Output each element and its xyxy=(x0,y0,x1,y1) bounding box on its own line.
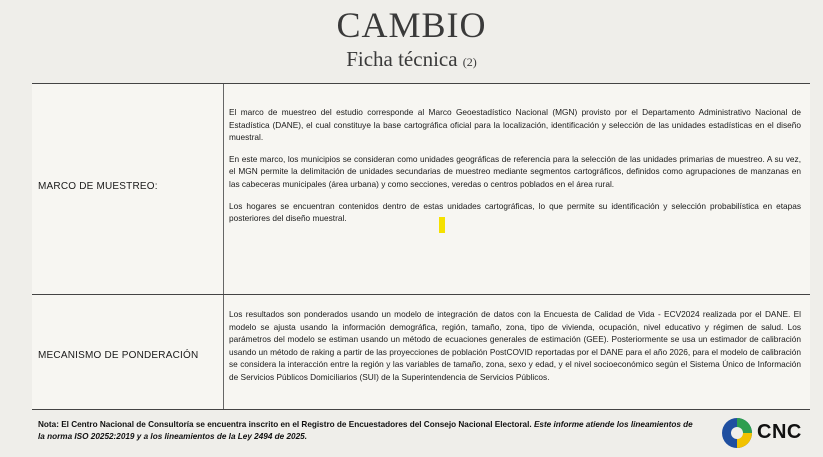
page-subtitle xyxy=(0,47,823,72)
row-text-marco xyxy=(229,106,801,234)
subtitle-text: Ficha técnica xyxy=(346,47,458,71)
row-label-marco: MARCO DE MUESTREO: xyxy=(38,181,158,192)
footer-note xyxy=(38,419,698,443)
cnc-logo-icon xyxy=(721,417,753,449)
paragraph: El marco de muestreo del estudio corresponde al Marco Geoestadístico Nacional (MGN) provisto por el Departamento Administrativo Nacional de Estadística (DANE), el cual constituye la base cartográfica oficial para la localización, identificación y selección de las unidades estadísticas en el diseño muestral. xyxy=(229,107,801,143)
paragraph: Los hogares se encuentran contenidos dentro de estas unidades cartográficas, lo que permite su identificación y selección probabilística en etapas posteriores del diseño muestral. xyxy=(229,200,801,224)
column-divider xyxy=(223,295,224,409)
table-row xyxy=(32,84,810,295)
note-italic: Este informe atiende los lineamientos de la norma ISO 20252:2019 y a los lineamientos de la Ley 2494 de 2025. xyxy=(38,420,693,441)
table-row xyxy=(32,295,810,409)
paragraph: En este marco, los municipios se consideran como unidades geográficas de referencia para la selección de las unidades primarias de muestreo. A su vez, el MGN permite la delimitación de unidades secundarias de muestreo mediante segmentos cartográficos, definidos como agrupaciones de manzanas en las cabeceras municipales (área urbana) y como secciones, veredas o centros poblados en el área rural. xyxy=(229,153,801,189)
row-label-ponderacion: MECANISMO DE PONDERACIÓN xyxy=(38,350,199,361)
datasheet-table xyxy=(32,83,810,410)
row-text-ponderacion xyxy=(229,308,801,393)
paragraph: Los resultados son ponderados usando un modelo de integración de datos con la Encuesta de Calidad de Vida - ECV2024 realizada por el DANE. El modelo se ajusta usando la información demográfica, región, tamaño, zona, tipo de vivienda, ocupación, nivel educativo y régimen de salud. Los parámetros del modelo se estiman usando un método de ecuaciones generales de estimación (GEE). Posteriormente se usa un estimador de calibración usando un método de raking a partir de las proyecciones de población PostCOVID reportadas por el DANE para el año 2026, para el modelo de calibración se considera la interacción entre la región y las variables de tamaño, zona, sexo y edad, y el nivel socioeconómico según el Sistema Único de Información de Servicios Públicos Domiciliarios (SUI) de la Superintendencia de Servicios Públicos. xyxy=(229,309,801,382)
cnc-logo xyxy=(721,417,811,449)
column-divider xyxy=(223,84,224,294)
note-bold: Nota: El Centro Nacional de Consultoría se encuentra inscrito en el Registro de Encuestadores del Consejo Nacional Electoral. xyxy=(38,420,532,429)
logo-text: CNC xyxy=(757,421,802,443)
text-cursor-highlight xyxy=(439,217,445,233)
page-title: CAMBIO xyxy=(336,5,487,45)
subtitle-number: (2) xyxy=(462,55,477,69)
